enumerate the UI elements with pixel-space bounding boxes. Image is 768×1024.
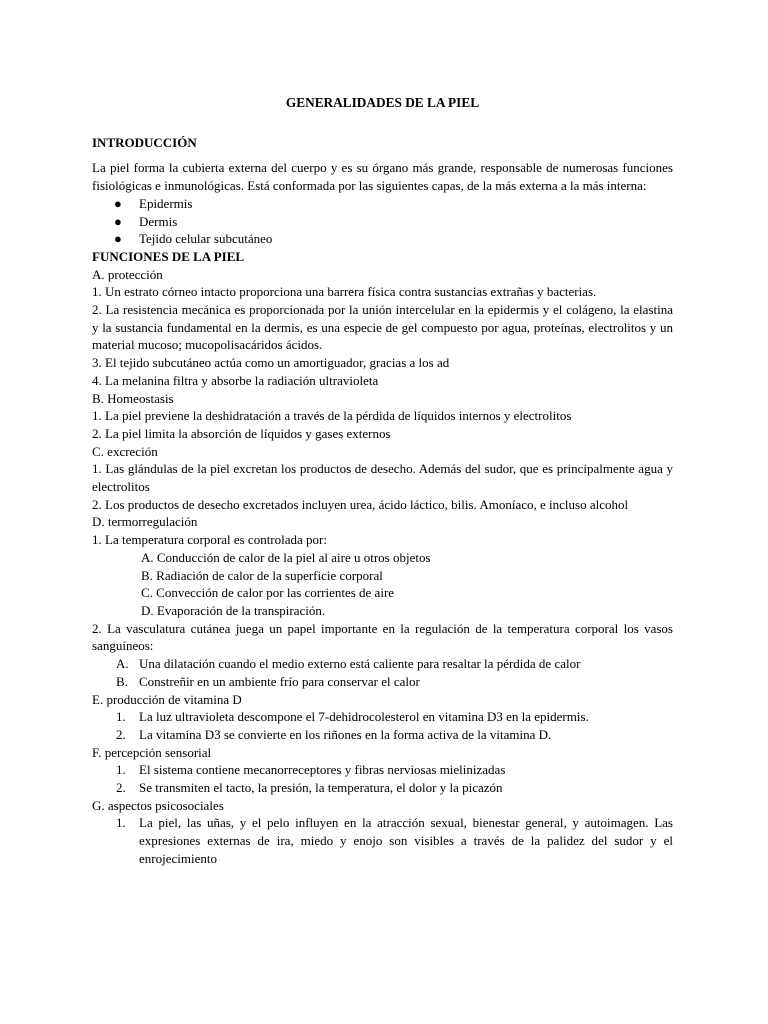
list-item: A. Una dilatación cuando el medio externo está caliente para resaltar la pérdida de calor bbox=[116, 656, 581, 672]
list-item: 2. La vasculatura cutánea juega un papel importante en la regulación de la temperatura corporal los vasos sanguíneos: bbox=[92, 620, 673, 654]
list-item: 1. El sistema contiene mecanorreceptores y fibras nerviosas mielinizadas bbox=[116, 762, 506, 778]
list-item: 1. La temperatura corporal es controlada por: bbox=[92, 532, 327, 548]
list-item: D. Evaporación de la transpiración. bbox=[141, 602, 326, 618]
list-marker: A. bbox=[116, 656, 129, 672]
list-item: 2. Los productos de desecho excretados incluyen urea, ácido láctico, bilis. Amoníaco, e incluso alcohol bbox=[92, 496, 629, 512]
list-item: 1. La piel, las uñas, y el pelo influyen en la atracción sexual, bienestar general, y autoimagen. Las expresiones externas de ira, miedo y enojo son visibles a través de la palidez del sudor y el enrojecimiento bbox=[116, 815, 673, 866]
section-e-title: E. producción de vitamina D bbox=[92, 691, 242, 707]
list-item: ● Dermis bbox=[114, 213, 178, 229]
list-marker: 1. bbox=[116, 815, 126, 831]
list-item: 1. Las glándulas de la piel excretan los productos de desecho. Además del sudor, que es principalmente agua y electrolitos bbox=[92, 461, 673, 495]
section-d-title: D. termorregulación bbox=[92, 514, 198, 530]
section-f-title: F. percepción sensorial bbox=[92, 744, 212, 760]
list-marker: B. bbox=[116, 673, 128, 689]
list-item: 1. La luz ultravioleta descompone el 7-dehidrocolesterol en vitamina D3 en la epidermis. bbox=[116, 709, 589, 725]
section-c-title: C. excreción bbox=[92, 443, 158, 459]
section-b-title: B. Homeostasis bbox=[92, 390, 174, 406]
skin-layers-list bbox=[92, 195, 673, 248]
list-item: A. Conducción de calor de la piel al aire u otros objetos bbox=[141, 549, 431, 565]
bullet-icon: ● bbox=[114, 231, 122, 247]
list-item: B. Constreñir en un ambiente frío para conservar el calor bbox=[116, 673, 420, 689]
bullet-icon: ● bbox=[114, 195, 122, 211]
list-item: C. Convección de calor por las corrientes de aire bbox=[141, 585, 395, 601]
list-item: 1. Un estrato córneo intacto proporciona una barrera física contra sustancias extrañas y bacterias. bbox=[92, 284, 597, 300]
document-title: GENERALIDADES DE LA PIEL bbox=[285, 95, 480, 110]
list-item: 4. La melanina filtra y absorbe la radiación ultravioleta bbox=[92, 372, 379, 388]
list-marker: 2. bbox=[116, 726, 126, 742]
list-item: 2. La resistencia mecánica es proporcionada por la unión intercelular en la epidermis y el colágeno, la elastina y la sustancia fundamental en la dermis, es una especie de gel compuesto por agua, proteínas, electrolitos y un material mucoso; mucopolisacáridos ácidos. bbox=[92, 302, 673, 353]
bullet-icon: ● bbox=[114, 213, 122, 229]
list-item: 1. La piel previene la deshidratación a través de la pérdida de líquidos internos y electrolitos bbox=[92, 408, 572, 424]
list-marker: 1. bbox=[116, 762, 126, 778]
intro-heading: INTRODUCCIÓN bbox=[92, 134, 197, 150]
list-item: 2. La piel limita la absorción de líquidos y gases externos bbox=[92, 425, 391, 441]
section-a-title: A. protección bbox=[92, 266, 163, 282]
functions-heading: FUNCIONES DE LA PIEL bbox=[92, 248, 245, 264]
section-g-title: G. aspectos psicosociales bbox=[92, 797, 224, 813]
list-item: ● Tejido celular subcutáneo bbox=[114, 231, 273, 247]
list-item: 2. La vitamina D3 se convierte en los riñones en la forma activa de la vitamina D. bbox=[116, 726, 552, 742]
list-item: B. Radiación de calor de la superficie corporal bbox=[141, 567, 383, 583]
list-item: 2. Se transmiten el tacto, la presión, la temperatura, el dolor y la picazón bbox=[116, 780, 503, 796]
list-marker: 2. bbox=[116, 780, 126, 796]
list-item: ● Epidermis bbox=[114, 195, 193, 211]
intro-paragraph: La piel forma la cubierta externa del cuerpo y es su órgano más grande, responsable de numerosas funciones fisiológicas e inmunológicas. Está conformada por las siguientes capas, de la más externa a la más interna: bbox=[92, 160, 673, 194]
list-item: 3. El tejido subcutáneo actúa como un amortiguador, gracias a los ad bbox=[92, 355, 450, 371]
document-page bbox=[92, 94, 673, 868]
list-marker: 1. bbox=[116, 709, 126, 725]
